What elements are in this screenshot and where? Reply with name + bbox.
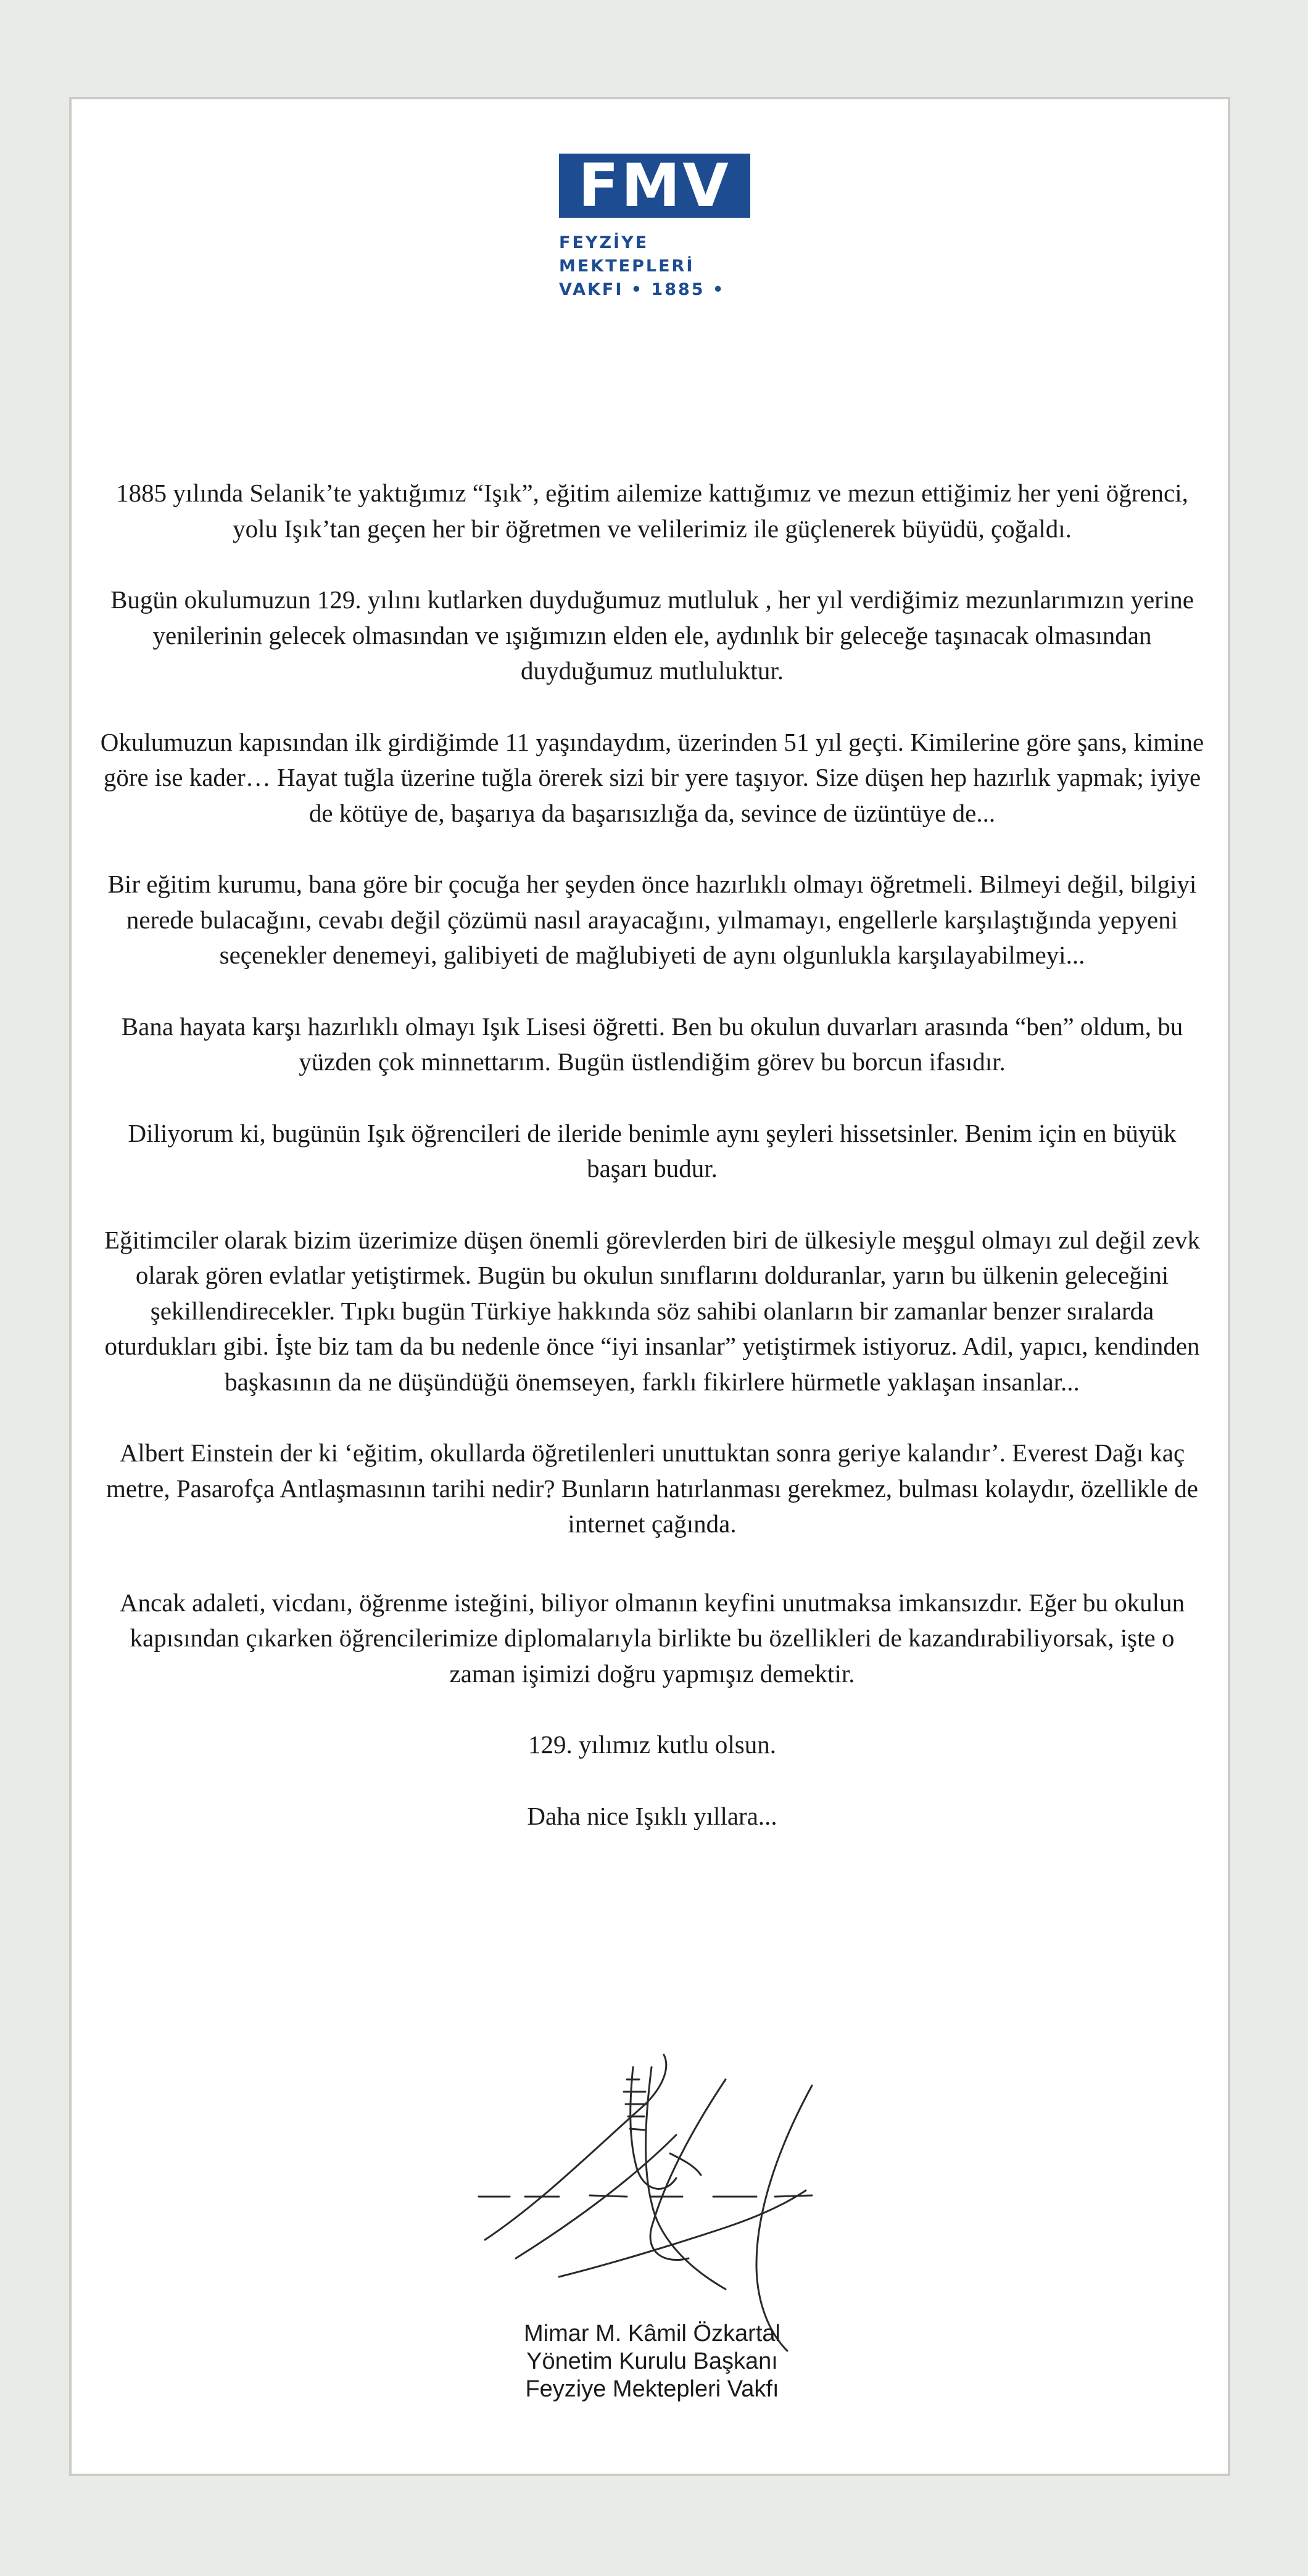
paragraph-5: Bana hayata karşı hazırlıklı olmayı Işık Lisesi öğretti. Ben bu okulun duvarları arasında “ben” oldum, bu yüzden çok minnettarım. Bugün üstlendiğim görev bu borcun ifasıdır.	[121, 1012, 1183, 1076]
letter-body	[96, 476, 1208, 1870]
paragraph-2: Bugün okulumuzun 129. yılını kutlarken duyduğumuz mutluluk , her yıl verdiğimiz mezunlarımızın yerine yenilerinin gelecek olmasından ve ışığımızın elden ele, aydınlık bir geleceğe taşınacak olmasından duyduğumuz mutluluktur.	[110, 585, 1194, 685]
paragraph-6: Diliyorum ki, bugünün Işık öğrencileri de ileride benimle aynı şeyleri hissetsinler. Benim için en büyük başarı budur.	[128, 1118, 1177, 1183]
handwritten-signature	[466, 2042, 824, 2363]
logo-mark-box	[559, 151, 750, 220]
signer-name: Mimar M. Kâmil Özkartal	[524, 2321, 780, 2347]
paragraph-1: 1885 yılında Selanik’te yaktığımız “Işık”, eğitim ailemize kattığımız ve mezun ettiğimiz her yeni öğrenci, yolu Işık’tan geçen her bir öğretmen ve velilerimiz ile güçlenerek büyüdü, çoğaldı.	[116, 479, 1188, 543]
logo-line-2: MEKTEPLERİ	[559, 257, 695, 276]
logo-wordmark	[559, 231, 725, 302]
letter-page	[69, 97, 1230, 2476]
paragraph-3: Okulumuzun kapısından ilk girdiğimde 11 yaşındaydım, üzerinden 51 yıl geçti. Kimilerine göre şans, kimine göre ise kader… Hayat tuğla üzerine tuğla örerek sizi bir yere taşıyor. Size düşen hep hazırlık yapmak; iyiye de kötüye de, başarıya da başarısızlığa da, sevince de üzüntüye de...	[100, 727, 1204, 827]
signer-organization: Feyziye Mektepleri Vakfı	[525, 2376, 779, 2402]
paragraph-4: Bir eğitim kurumu, bana göre bir çocuğa her şeyden önce hazırlıklı olmayı öğretmeli. Bilmeyi değil, bilgiyi nerede bulacağını, cevabı değil çözümü nasıl arayacağını, yılmamayı, engellerle karşılaştığında yepyeni seçenekler denemeyi, galibiyeti de mağlubiyeti de aynı olgunlukla karşılayabilmeyi...	[107, 870, 1197, 969]
paragraph-10: 129. yılımız kutlu olsun.	[528, 1730, 777, 1759]
paragraph-9: Ancak adaleti, vicdanı, öğrenme isteğini, biliyor olmanın keyfini unutmaksa imkansızdır. Eğer bu okulun kapısından çıkarken öğrencilerimize diplomalarıyla birlikte bu özellikleri de kazandırabiliyorsak, işte o zaman işimizi doğru yapmışız demektir.	[119, 1588, 1185, 1688]
signer-block	[72, 2320, 1233, 2403]
fmv-logo	[559, 151, 750, 339]
logo-mark-text: FMV	[578, 151, 731, 220]
signer-title: Yönetim Kurulu Başkanı	[526, 2348, 778, 2374]
logo-line-3: VAKFI • 1885 •	[559, 280, 726, 299]
paragraph-7: Eğitimciler olarak bizim üzerimize düşen önemli görevlerden biri de ülkesiyle meşgul olmayı zul değil zevk olarak gören evlatlar yetiştirmek. Bugün bu okulun sınıflarını dolduranlar, yarın bu ülkenin geleceğini şekillendirecekler. Tıpkı bugün Türkiye hakkında söz sahibi olanların bir zamanlar benzer sıralarda oturdukları gibi. İşte biz tam da bu nedenle önce “iyi insanlar” yetiştirmek istiyoruz. Adil, yapıcı, kendinden başkasının da ne düşündüğü önemseyen, farklı fikirlere hürmetle yaklaşan insanlar...	[104, 1225, 1201, 1396]
logo-line-1: FEYZİYE	[559, 233, 649, 252]
paragraph-8: Albert Einstein der ki ‘eğitim, okullarda öğretilenleri unuttuktan sonra geriye kalandır’. Everest Dağı kaç metre, Pasarofça Antlaşmasının tarihi nedir? Bunların hatırlanması gerekmez, bulması kolaydır, özellikle de internet çağında.	[106, 1439, 1198, 1538]
paragraph-11: Daha nice Işıklı yıllara...	[527, 1801, 777, 1830]
